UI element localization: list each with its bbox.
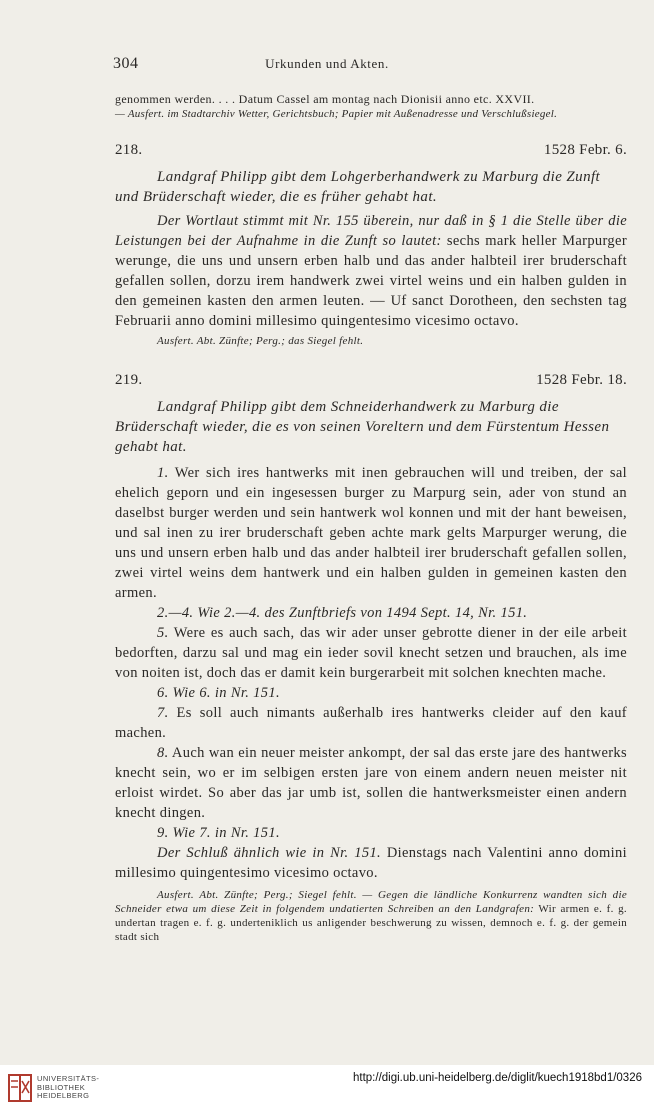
doc-219-note	[115, 888, 627, 944]
doc-219-closing	[115, 843, 627, 883]
library-line-3: HEIDELBERG	[37, 1091, 90, 1100]
para-text: Wer sich ires hantwerks mit inen gebrauchen will und treiben, der sal ehelich geporn und ein ingesessen burger zu Marpurg sein, ader von stund an daselbst burger werden und sein hantwerk wol konnen und mit der hant beweisen, und sal inen zu irer bruderschaft geben achte mark gelts Marpurger werung, die uns und unsern erben halb und das ander halbteil irer bruderschaft gefallen sollen, zwei virtel weins dem hantwerk und ein halben gulden in gemeinen kasten den armen.	[115, 465, 627, 601]
doc-219-para-6: 6. Wie 6. in Nr. 151.	[157, 685, 280, 701]
doc-218-note: Ausfert. Abt. Zünfte; Perg.; das Siegel fehlt.	[157, 335, 364, 347]
text-column	[115, 92, 627, 944]
doc-219-para-9: 9. Wie 7. in Nr. 151.	[157, 825, 280, 841]
doc-218-heading	[115, 142, 627, 159]
doc-219-para-5	[115, 623, 627, 683]
doc-218-text	[115, 211, 627, 331]
para-number: 5.	[157, 625, 169, 641]
para-number: 7.	[157, 705, 169, 721]
para-number: 1.	[157, 465, 169, 481]
doc-219-heading	[115, 372, 627, 389]
para-text: Were es auch sach, das wir ader unser gebrotte diener in der eile arbeit bedorften, darzu sal und mag ein ieder sovil knecht setzen und brauchen, als ime von noiten ist, doch das er damit kein burgerarbeit mit solchen knechten mache.	[115, 625, 627, 681]
para-text: Es soll auch nimants außerhalb ires hantwerks cleider auf den kauf machen.	[115, 705, 627, 741]
doc-218-number: 218.	[115, 142, 143, 158]
doc-219-para-8	[115, 743, 627, 823]
library-name	[37, 1075, 99, 1101]
para-number: 8.	[157, 745, 169, 761]
note-italic: Ausfert. Abt. Zünfte; Perg.; Siegel fehlt. — Gegen die ländliche Konkurrenz wandten sich die Schneider etwa um diese Zeit in folgendem undatierten Schreiben an den Landgrafen:	[115, 889, 627, 915]
top-fragment	[115, 92, 627, 122]
doc-218-intro: Der Wortlaut stimmt mit Nr. 155 überein, nur daß in § 1 die Stelle über die Leistungen bei der Aufnahme in die Zunft so lautet:	[115, 213, 627, 249]
heidelberg-library-logo-icon	[6, 1071, 34, 1105]
doc-218-body: sechs mark heller Marpurger werunge, die uns und unsern erben halb und das ander halbteil irer bruderschaft gefallen sollen, dorzu irem handwerk zwei virtel weins und ein halben gulden in den gemeinen kasten den armen leuten. — Uf sanct Dorotheen, den sechsten tag Februarii anno domini millesimo quingentesimo vicesimo octavo.	[115, 233, 627, 329]
closing-text: Dienstags nach Valentini anno domini millesimo quingentesimo vicesimo octavo.	[115, 845, 628, 881]
library-line-2: BIBLIOTHEK	[37, 1082, 86, 1092]
library-line-1: UNIVERSITÄTS-	[37, 1074, 100, 1083]
doc-219-para-7	[115, 703, 627, 743]
doc-219-date: 1528 Febr. 18.	[536, 372, 627, 388]
doc-218-date: 1528 Febr. 6.	[543, 142, 627, 158]
page-header	[0, 55, 654, 77]
doc-219-regest: Landgraf Philipp gibt dem Schneiderhandwerk zu Marburg die Brüderschaft wieder, die es von seinen Voreltern und dem Fürstentum Hessen gehabt hat.	[115, 399, 610, 455]
fragment-line-1: genommen werden. . . . Datum Cassel am montag nach Dionisii anno etc. XXVII.	[115, 92, 535, 106]
note-text: Wir armen e. f. g. undertan tragen e. f. g. underteniklich us anligender beschwerung zu wissen, demnoch e. f. g. der gemein stadt sich	[115, 903, 627, 943]
page-number: 304	[113, 55, 139, 72]
doc-219-number: 219.	[115, 372, 143, 388]
closing-italic: Der Schluß ähnlich wie in Nr. 151.	[157, 845, 382, 861]
fragment-source-note: — Ausfert. im Stadtarchiv Wetter, Gerichtsbuch; Papier mit Außenadresse und Verschlußsiegel.	[115, 108, 558, 120]
source-url-link[interactable]: http://digi.ub.uni-heidelberg.de/diglit/kuech1918bd1/0326	[353, 1072, 642, 1084]
doc-219-para-1	[115, 463, 627, 603]
running-title: Urkunden und Akten.	[265, 56, 389, 71]
doc-218-regest: Landgraf Philipp gibt dem Lohgerberhandwerk zu Marburg die Zunft und Brüderschaft wieder, die es früher gehabt hat.	[115, 169, 601, 205]
doc-219-para-2: 2.—4. Wie 2.—4. des Zunftbriefs von 1494 Sept. 14, Nr. 151.	[157, 605, 528, 621]
para-text: Auch wan ein neuer meister ankompt, der sal das erste jare des hantwerks knecht sein, wo er im selbigen ersten jare von einem andern neuen meister nit erloist wirdet. So aber das jar umb ist, sollen die hantwerksmeister einen andern knecht dingen.	[115, 745, 627, 821]
